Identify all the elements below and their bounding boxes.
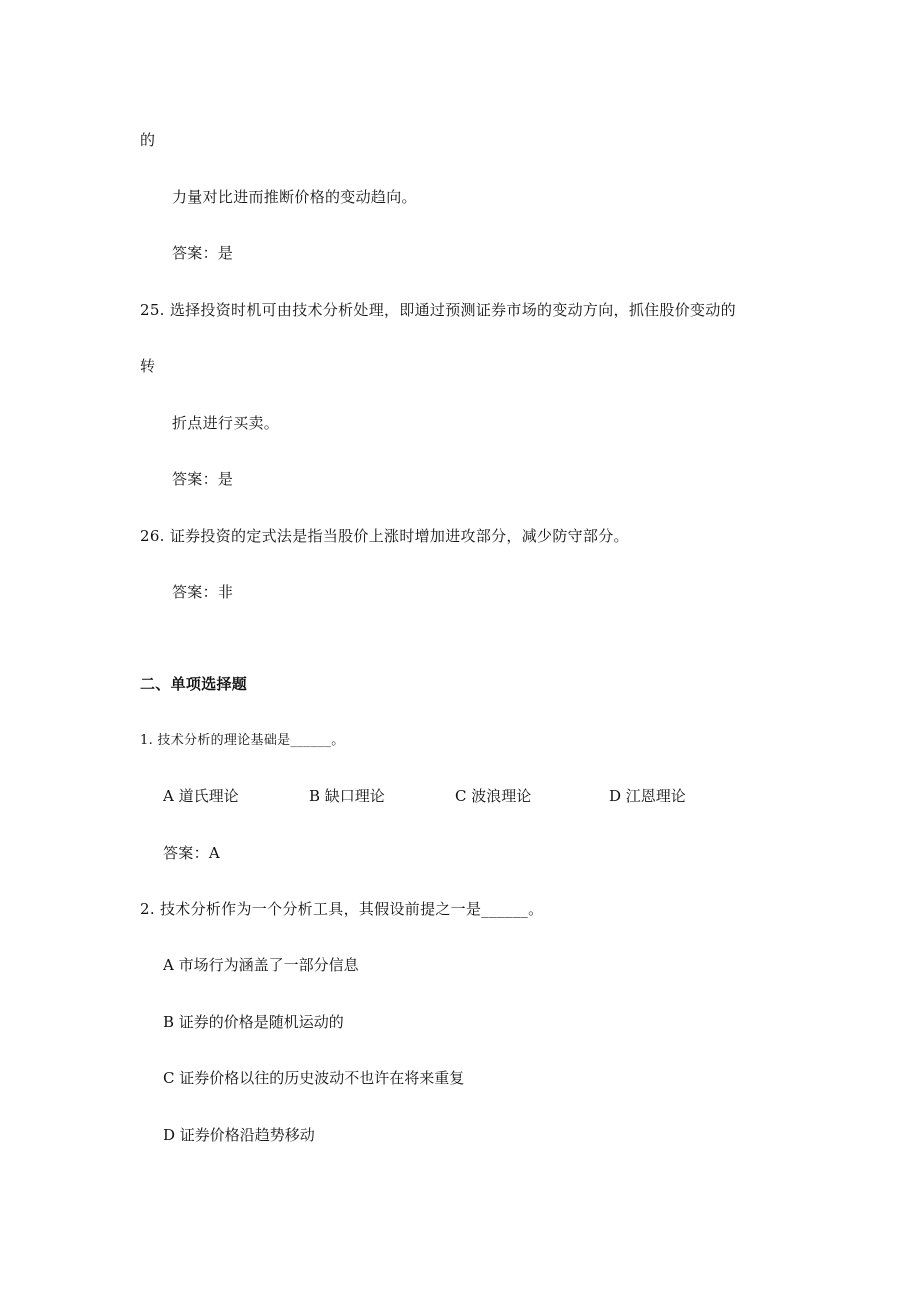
mc2-option-c: C 证券价格以往的历史波动不也许在将来重复 (163, 1069, 465, 1087)
mc2-option-b: B 证券的价格是随机运动的 (163, 1013, 344, 1031)
mc1-option-c: C 波浪理论 (455, 787, 532, 805)
q25-answer: 答案：是 (172, 470, 234, 488)
mc1-option-a: A 道氏理论 (163, 787, 239, 805)
q25-question: 25. 选择投资时机可由技术分析处理，即通过预测证券市场的变动方向，抓住股价变动的 (140, 301, 736, 319)
mc2-option-d: D 证券价格沿趋势移动 (163, 1126, 315, 1144)
mc2-question: 2. 技术分析作为一个分析工具，其假设前提之一是______。 (140, 900, 544, 918)
mc1-option-d: D 江恩理论 (609, 787, 686, 805)
q26-question: 26. 证券投资的定式法是指当股价上涨时增加进攻部分，减少防守部分。 (140, 527, 629, 545)
section-title: 二、单项选择题 (140, 675, 248, 693)
q24-continuation-1: 的 (140, 131, 156, 149)
q25-continuation-2: 折点进行买卖。 (172, 414, 280, 432)
mc1-question: 1. 技术分析的理论基础是______。 (140, 733, 345, 748)
q25-continuation-1: 转 (140, 357, 156, 375)
mc2-option-a: A 市场行为涵盖了一部分信息 (163, 956, 359, 974)
q24-continuation-2: 力量对比进而推断价格的变动趋向。 (172, 188, 417, 206)
q26-answer: 答案：非 (172, 583, 234, 601)
q24-answer: 答案：是 (172, 244, 234, 262)
mc1-answer: 答案：A (163, 844, 221, 862)
mc1-option-b: B 缺口理论 (309, 787, 385, 805)
